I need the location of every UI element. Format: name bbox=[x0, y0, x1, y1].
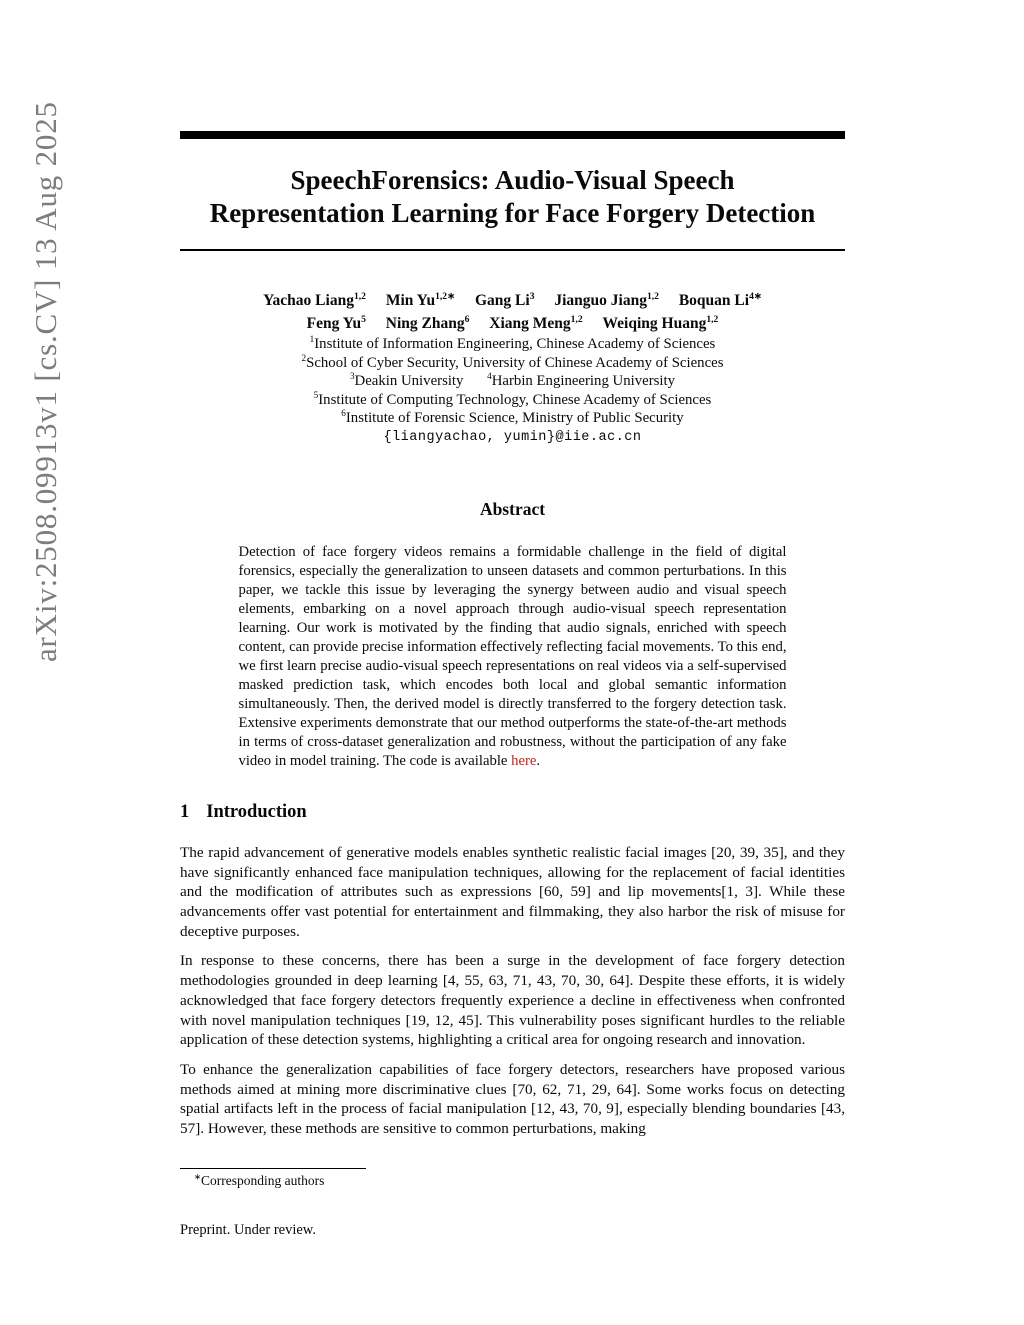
author-name: Jianguo Jiang$^{1,2}$ bbox=[554, 290, 659, 309]
affiliation-line bbox=[180, 335, 845, 354]
author-name: Yachao Liang$^{1,2}$ bbox=[263, 290, 366, 309]
author-affiliation-mark: 1,2 bbox=[353, 290, 366, 302]
affiliations-block bbox=[180, 335, 845, 428]
abstract-heading: Abstract bbox=[479, 498, 546, 519]
contact-email: {liangyachao, yumin}@iie.ac.cn bbox=[383, 429, 642, 445]
paragraph-intro-1: The rapid advancement of generative models enables synthetic realistic facial images [20, 39, 35], and they have significantly enhanced face manipulation techniques, allowing for the replacement of facial identities and the modification of attributes such as expressions [60, 59] and lip movements[1, 3]. While these advancements offer vast potential for entertainment and filmmaking, they also harbor the risk of misuse for deceptive purposes. bbox=[180, 843, 845, 940]
preprint-notice: Preprint. Under review. bbox=[180, 1222, 316, 1238]
abstract-body-end: . bbox=[536, 752, 541, 769]
affiliation-line bbox=[180, 354, 845, 373]
affiliation: $^1$Institute of Information Engineering, Chinese Academy of Sciences bbox=[309, 334, 716, 352]
paragraph-intro-2: In response to these concerns, there has been a surge in the development of face forgery detection methodologies grounded in deep learning [4, 55, 63, 71, 43, 70, 30, 64]. Despite these efforts, it is widely acknowledged that face forgery detectors frequently experience a decline in effectiveness when confronted with novel manipulation techniques [19, 12, 45]. This vulnerability poses significant hurdles to the reliable application of these detection systems, highlighting a critical area for ongoing research and innovation. bbox=[180, 952, 845, 1049]
author-affiliation-mark: 1,2∗ bbox=[435, 290, 456, 302]
author-name: Xiang Meng$^{1,2}$ bbox=[489, 313, 583, 332]
author-name: Min $Yu^{1,2∗}$ bbox=[385, 290, 456, 309]
abstract-text bbox=[239, 543, 787, 771]
author-affiliation-mark: 1,2 bbox=[646, 290, 659, 302]
author-affiliation-mark: 3 bbox=[529, 290, 535, 302]
footnote-marker: ∗ bbox=[194, 1172, 202, 1182]
footnote-rule bbox=[180, 1168, 366, 1169]
author-name: Weiqing Huang$^{1,2}$ bbox=[602, 313, 719, 332]
affiliation: $^6$Institute of Forensic Science, Ministry of Public Security bbox=[341, 408, 684, 427]
author-name: Feng Yu$^5$ bbox=[306, 313, 366, 332]
author-affiliation-mark: 6 bbox=[464, 313, 470, 325]
abstract-body-text: Detection of face forgery videos remains a formidable challenge in the field of digital forensics, especially the generalization to unseen datasets and common perturbations. In this paper, we tackle this issue by leveraging the synergy between audio and visual speech elements, embarking on a novel approach through audio-visual speech representation learning. Our work is motivated by the finding that audio signals, enriched with speech content, can provide precise information effectively reflecting facial movements. To this end, we first learn precise audio-visual speech representations on real videos via a self-supervised masked prediction task, which encodes both local and global semantic information simultaneously. Then, the derived model is directly transferred to the forgery detection task. Extensive experiments demonstrate that our method outperforms the state-of-the-art methods in terms of cross-dataset generalization and robustness, without the participation of any fake video in model training. The code is available bbox=[238, 543, 787, 769]
header-thick-rule bbox=[180, 131, 845, 139]
authors-block bbox=[180, 289, 845, 335]
author-name: Gang Li$^3$ bbox=[474, 290, 535, 309]
section-title: Introduction bbox=[206, 801, 307, 822]
paper-title-line2: Representation Learning for Face Forgery Detection bbox=[209, 198, 816, 228]
code-link[interactable]: here bbox=[511, 752, 537, 769]
paper-page bbox=[180, 0, 845, 1139]
author-affiliation-mark: 5 bbox=[361, 313, 366, 325]
footnote-corresponding-authors bbox=[180, 1168, 845, 1189]
affiliation: $^3$Deakin University bbox=[349, 371, 464, 390]
section-number: 1 bbox=[180, 801, 190, 822]
paragraph-intro-3: To enhance the generalization capabilities of face forgery detectors, researchers have proposed various methods aimed at mining more discriminative clues [70, 62, 71, 29, 64]. Some works focus on detecting spatial artifacts left in the process of facial manipulation [12, 43, 70, 9], especially blending boundaries [43, 57]. However, these methods are sensitive to common perturbations, making bbox=[180, 1061, 845, 1138]
affiliation-line bbox=[180, 391, 845, 410]
author-affiliation-mark: 1,2 bbox=[570, 313, 583, 325]
author-name: Boquan $Li^{4∗}$ bbox=[678, 290, 762, 309]
author-affiliation-mark: 4∗ bbox=[749, 290, 762, 302]
author-affiliation-mark: 1,2 bbox=[706, 313, 719, 325]
paper-title-line1: SpeechForensics: Audio-Visual Speech bbox=[290, 165, 735, 195]
footnote-text: ∗Corresponding authors bbox=[194, 1172, 325, 1188]
title-bottom-rule bbox=[180, 249, 845, 251]
affiliation: $^2$School of Cyber Security, University of Chinese Academy of Sciences bbox=[301, 352, 724, 371]
authors-row-2 bbox=[180, 312, 845, 335]
paper-title bbox=[180, 164, 845, 230]
affiliation-line bbox=[180, 372, 845, 391]
affiliation: $^5$Institute of Computing Technology, Chinese Academy of Sciences bbox=[313, 389, 712, 408]
section-heading-introduction bbox=[180, 802, 845, 823]
affiliation-line bbox=[180, 409, 845, 428]
affiliation: $^4$Harbin Engineering University bbox=[487, 371, 676, 390]
author-name: Ning Zhang$^6$ bbox=[385, 313, 470, 332]
authors-row-1 bbox=[180, 289, 845, 312]
